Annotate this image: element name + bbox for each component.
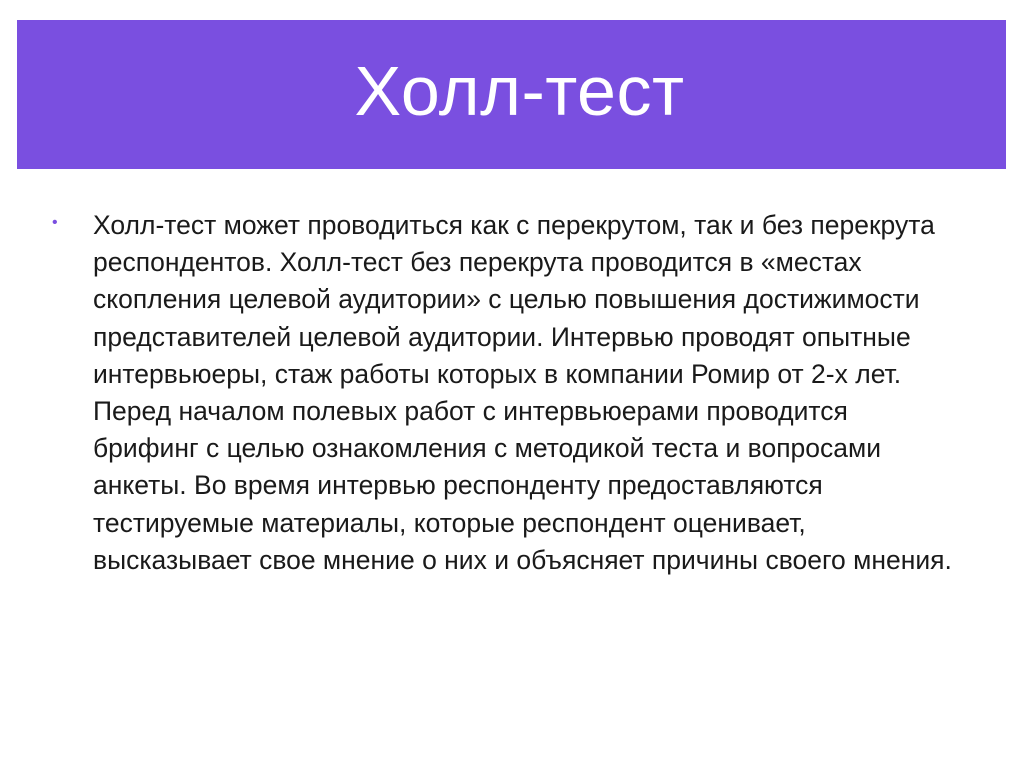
bullet-text: Холл-тест может проводиться как с перекрутом, так и без перекрута респондентов. Холл-тест без перекрута проводится в «местах скопления целевой аудитории» с целью повышения достижимости представителей целевой аудитории. Интервью проводят опытные интервьюеры, стаж работы которых в компании Ромир от 2-х лет. Перед началом полевых работ с интервьюерами проводится брифинг с целью ознакомления с методикой теста и вопросами анкеты. Во время интервью респонденту предоставляются тестируемые материалы, которые респондент оценивает, высказывает свое мнение о них и объясняет причины своего мнения.: [93, 210, 952, 575]
title-band: [17, 20, 1006, 169]
bullet-marker: •: [52, 214, 58, 231]
slide-title: Холл-тест: [354, 51, 685, 130]
bullet-item: [0, 207, 953, 579]
bullet-list: [0, 207, 1024, 579]
